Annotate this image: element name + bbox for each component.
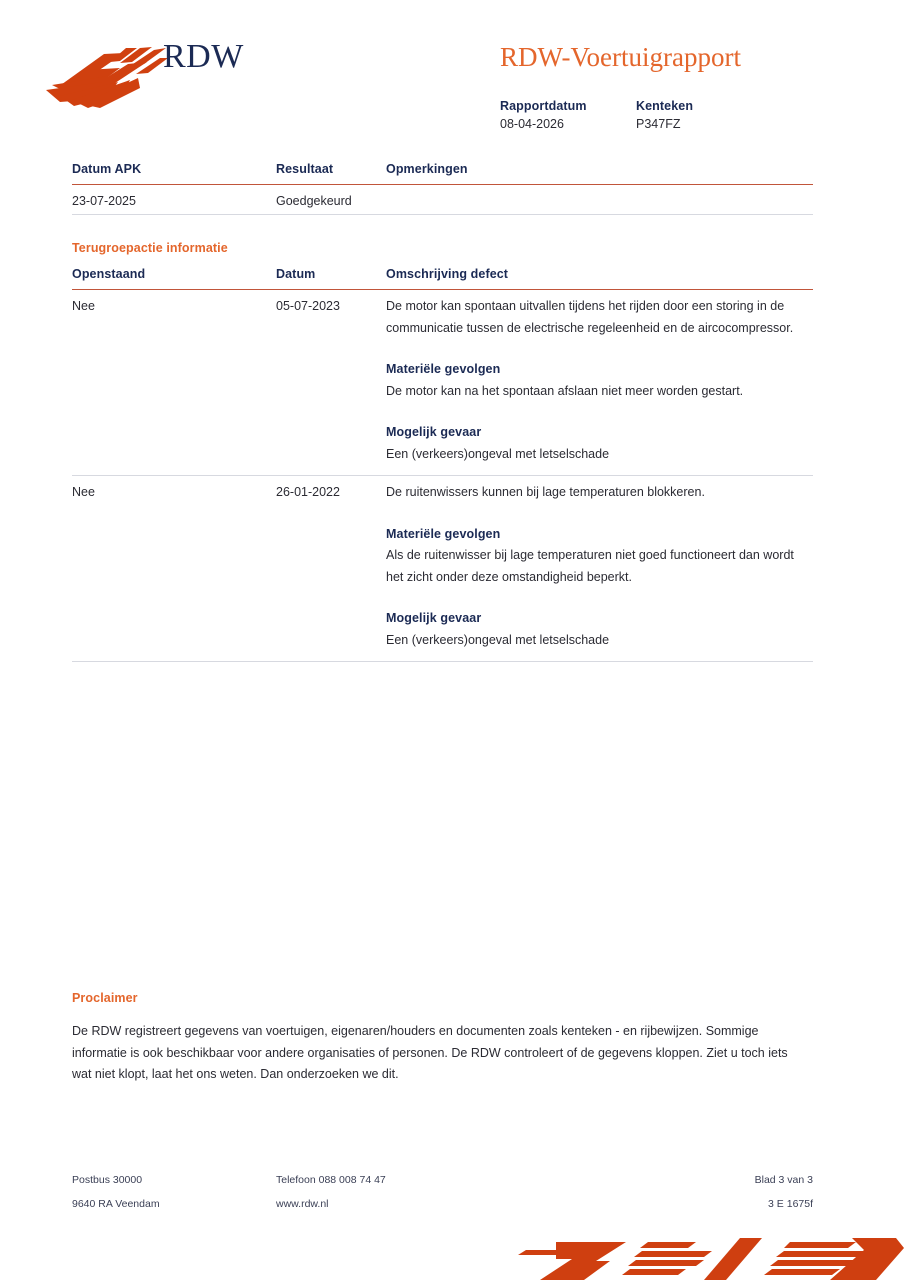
recall-cell-date: 05-07-2023 (276, 299, 340, 313)
table-row (72, 191, 813, 214)
apk-col-result-header: Resultaat (276, 162, 334, 176)
apk-table (72, 161, 813, 215)
recall-cell-date: 26-01-2022 (276, 485, 340, 499)
apk-header-rule (72, 184, 813, 185)
apk-col-remarks-header: Opmerkingen (386, 162, 468, 176)
defect-detail (386, 296, 813, 465)
rdw-feather-logo-icon (44, 38, 168, 114)
disclaimer-body: De RDW registreert gegevens van voertuigen, eigenaren/houders en documenten zoals kenteken - en rijbewijzen. Sommige informatie is ook beschikbaar voor andere organisaties of personen. De RDW controleert of de gegevens kloppen. Ziet u toch iets wat niet klopt, laat het ons weten. Dan onderzoeken we dit. (72, 1024, 788, 1081)
footer-address (72, 1168, 160, 1216)
material-consequences-label: Materiële gevolgen (386, 362, 501, 376)
table-row (72, 296, 813, 465)
apk-cell-date: 23-07-2025 (72, 194, 136, 208)
apk-table-header-row (72, 161, 813, 179)
license-plate-value: P347FZ (636, 117, 681, 131)
apk-row-rule (72, 214, 813, 215)
table-row (72, 482, 813, 651)
rdw-speed-stripes-icon (500, 1222, 904, 1280)
possible-danger-label: Mogelijk gevaar (386, 611, 482, 625)
footer-address-line2: 9640 RA Veendam (72, 1198, 160, 1210)
report-date-group (500, 98, 587, 134)
material-consequences-label: Materiële gevolgen (386, 526, 501, 541)
recall-col-defect-header: Omschrijving defect (386, 267, 509, 281)
license-plate-label: Kenteken (636, 99, 694, 113)
recall-cell-defect (386, 482, 813, 651)
report-date-label: Rapportdatum (500, 99, 587, 113)
recall-header-rule (72, 289, 813, 290)
recall-cell-open: Nee (72, 485, 95, 499)
footer-form-code: 3 E 1675f (768, 1198, 813, 1210)
recall-row-rule (72, 661, 813, 662)
page-title: RDW-Voertuigrapport (500, 42, 741, 72)
recall-section (72, 240, 813, 662)
footer-contact (276, 1168, 386, 1216)
recall-col-open-header: Openstaand (72, 267, 146, 281)
recall-row-rule (72, 475, 813, 476)
report-date-value: 08-04-2026 (500, 117, 564, 131)
recall-cell-defect (386, 296, 813, 465)
defect-detail (386, 482, 813, 651)
defect-description: De motor kan spontaan uitvallen tijdens het rijden door een storing in de communicatie tussen de electrische regeleenheid en de aircocompressor. (386, 299, 794, 335)
possible-danger-label: Mogelijk gevaar (386, 425, 482, 439)
material-consequences-text: Als de ruitenwisser bij lage temperaturen niet goed functioneert dan wordt het zicht onder deze omstandigheid beperkt. (386, 548, 794, 584)
material-consequences-text: De motor kan na het spontaan afslaan niet meer worden gestart. (386, 383, 744, 398)
apk-cell-result: Goedgekeurd (276, 194, 352, 208)
document-footer (72, 1168, 813, 1224)
document-header (0, 0, 904, 150)
disclaimer-heading: Proclaimer (72, 991, 138, 1005)
rdw-wordmark: RDW (163, 38, 244, 75)
footer-website[interactable]: www.rdw.nl (276, 1198, 329, 1210)
defect-description: De ruitenwissers kunnen bij lage temperaturen blokkeren. (386, 485, 705, 499)
footer-page-number: Blad 3 van 3 (754, 1174, 813, 1186)
recall-cell-open: Nee (72, 299, 95, 313)
apk-col-date-header: Datum APK (72, 162, 142, 176)
footer-phone: Telefoon 088 008 74 47 (276, 1174, 386, 1186)
recall-col-date-header: Datum (276, 267, 316, 281)
recall-section-heading: Terugroepactie informatie (72, 241, 228, 255)
footer-pagination (755, 1168, 813, 1216)
possible-danger-text: Een (verkeers)ongeval met letselschade (386, 632, 610, 647)
footer-address-line1: Postbus 30000 (72, 1174, 143, 1186)
license-plate-group (636, 98, 693, 134)
disclaimer-section (72, 990, 813, 1086)
possible-danger-text: Een (verkeers)ongeval met letselschade (386, 446, 610, 461)
recall-table-header-row (72, 266, 813, 284)
